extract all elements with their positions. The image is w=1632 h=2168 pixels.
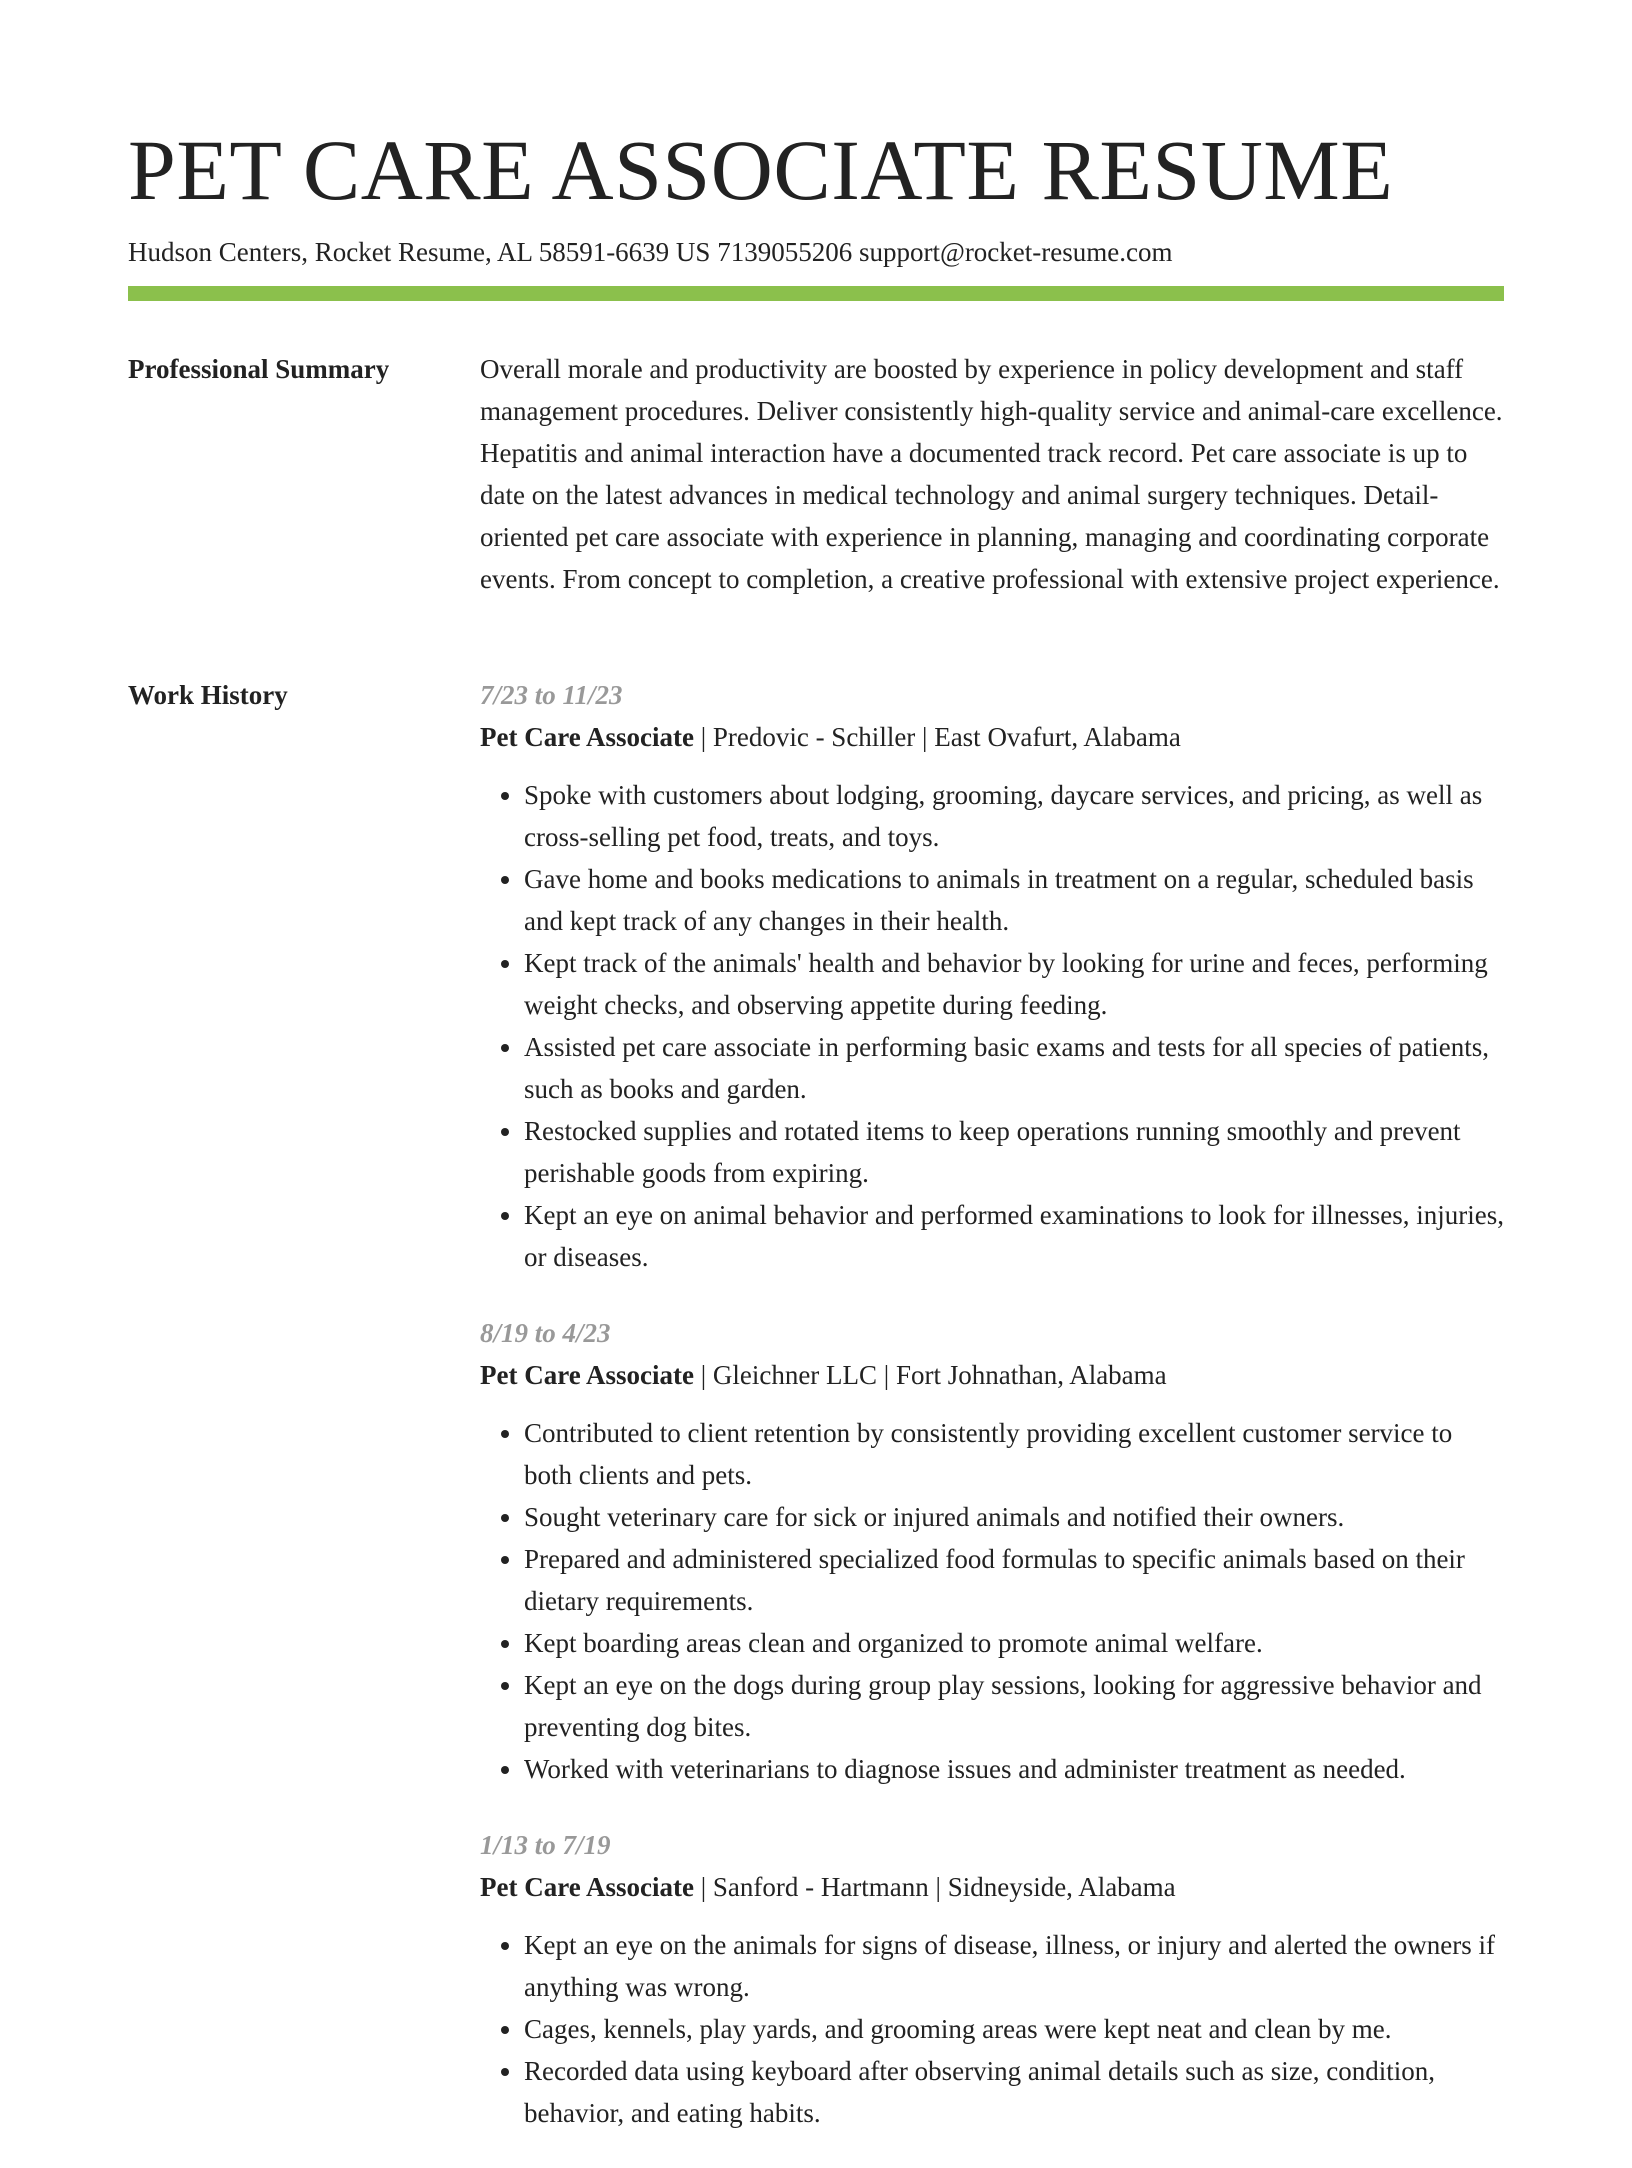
job-bullet: • Gave home and books medications to animals in treatment on a regular, scheduled basis and kept track of any changes in their health. [524, 858, 1504, 942]
job-title: Pet Care Associate [480, 1872, 694, 1902]
job-bullet: • Kept boarding areas clean and organized to promote animal welfare. [524, 1622, 1504, 1664]
job-company: Predovic - Schiller [712, 722, 916, 752]
job-bullet: • Kept an eye on animal behavior and performed examinations to look for illnesses, injuries, or diseases. [524, 1194, 1504, 1278]
job-bullet: • Assisted pet care associate in performing basic exams and tests for all species of patients, such as books and garden. [524, 1026, 1504, 1110]
job-bullet: • Prepared and administered specialized food formulas to specific animals based on their dietary requirements. [524, 1538, 1504, 1622]
job-bullet: • Cages, kennels, play yards, and grooming areas were kept neat and clean by me. [524, 2008, 1504, 2050]
summary-body [480, 348, 1504, 600]
job-location: Fort Johnathan, Alabama [895, 1360, 1167, 1390]
job-heading [480, 1354, 1504, 1396]
job-heading [480, 716, 1504, 758]
job-bullet: • Kept an eye on the dogs during group play sessions, looking for aggressive behavior and preventing dog bites. [524, 1664, 1504, 1748]
job-bullet: • Kept track of the animals' health and behavior by looking for urine and feces, performing weight checks, and observing appetite during feeding. [524, 942, 1504, 1026]
summary-text: Overall morale and productivity are boosted by experience in policy development and staff management procedures. Deliver consistently high-quality service and animal-care excellence. Hepatitis and animal interaction have a documented track record. Pet care associate is up to date on the latest advances in medical technology and animal surgery techniques. Detail-oriented pet care associate with experience in planning, managing and coordinating corporate events. From concept to completion, a creative professional with extensive project experience. [480, 354, 1503, 594]
job-location: Sidneyside, Alabama [947, 1872, 1176, 1902]
section-label-work-history: Work History [128, 680, 288, 710]
job-entry [480, 1824, 1504, 2134]
job-bullet: • Kept an eye on the animals for signs of disease, illness, or injury and alerted the owners if anything was wrong. [524, 1924, 1504, 2008]
section-label-summary: Professional Summary [128, 354, 390, 384]
job-separator: | [693, 1360, 713, 1390]
job-separator: | [877, 1360, 896, 1390]
job-bullet: • Spoke with customers about lodging, grooming, daycare services, and pricing, as well as cross-selling pet food, treats, and toys. [524, 774, 1504, 858]
page-title: PET CARE ASSOCIATE RESUME [128, 122, 1394, 218]
job-bullet: • Worked with veterinarians to diagnose issues and administer treatment as needed. [524, 1748, 1504, 1790]
job-separator: | [693, 722, 713, 752]
job-dates: 1/13 to 7/19 [480, 1830, 611, 1860]
job-entry [480, 1312, 1504, 1790]
job-company: Sanford - Hartmann [712, 1872, 929, 1902]
resume-header [128, 118, 1504, 270]
job-dates: 7/23 to 11/23 [480, 680, 623, 710]
job-title: Pet Care Associate [480, 722, 694, 752]
job-heading [480, 1866, 1504, 1908]
header-divider [128, 286, 1504, 301]
job-bullet-list [480, 1412, 1504, 1790]
job-separator: | [693, 1872, 713, 1902]
job-separator: | [915, 722, 935, 752]
job-bullet: • Contributed to client retention by consistently providing excellent customer service to both clients and pets. [524, 1412, 1504, 1496]
job-bullet: • Sought veterinary care for sick or injured animals and notified their owners. [524, 1496, 1504, 1538]
contact-info: Hudson Centers, Rocket Resume, AL 58591-6639 US 7139055206 support@rocket-resume.com [128, 237, 1173, 267]
job-separator: | [928, 1872, 948, 1902]
job-bullet-list [480, 1924, 1504, 2134]
job-bullet: • Recorded data using keyboard after observing animal details such as size, condition, behavior, and eating habits. [524, 2050, 1504, 2134]
job-company: Gleichner LLC [712, 1360, 878, 1390]
job-entry [480, 674, 1504, 1278]
job-title: Pet Care Associate [480, 1360, 694, 1390]
job-dates: 8/19 to 4/23 [480, 1318, 611, 1348]
job-bullet: • Restocked supplies and rotated items to keep operations running smoothly and prevent perishable goods from expiring. [524, 1110, 1504, 1194]
job-location: East Ovafurt, Alabama [934, 722, 1181, 752]
work-history-body [480, 674, 1504, 2168]
job-bullet-list [480, 774, 1504, 1278]
